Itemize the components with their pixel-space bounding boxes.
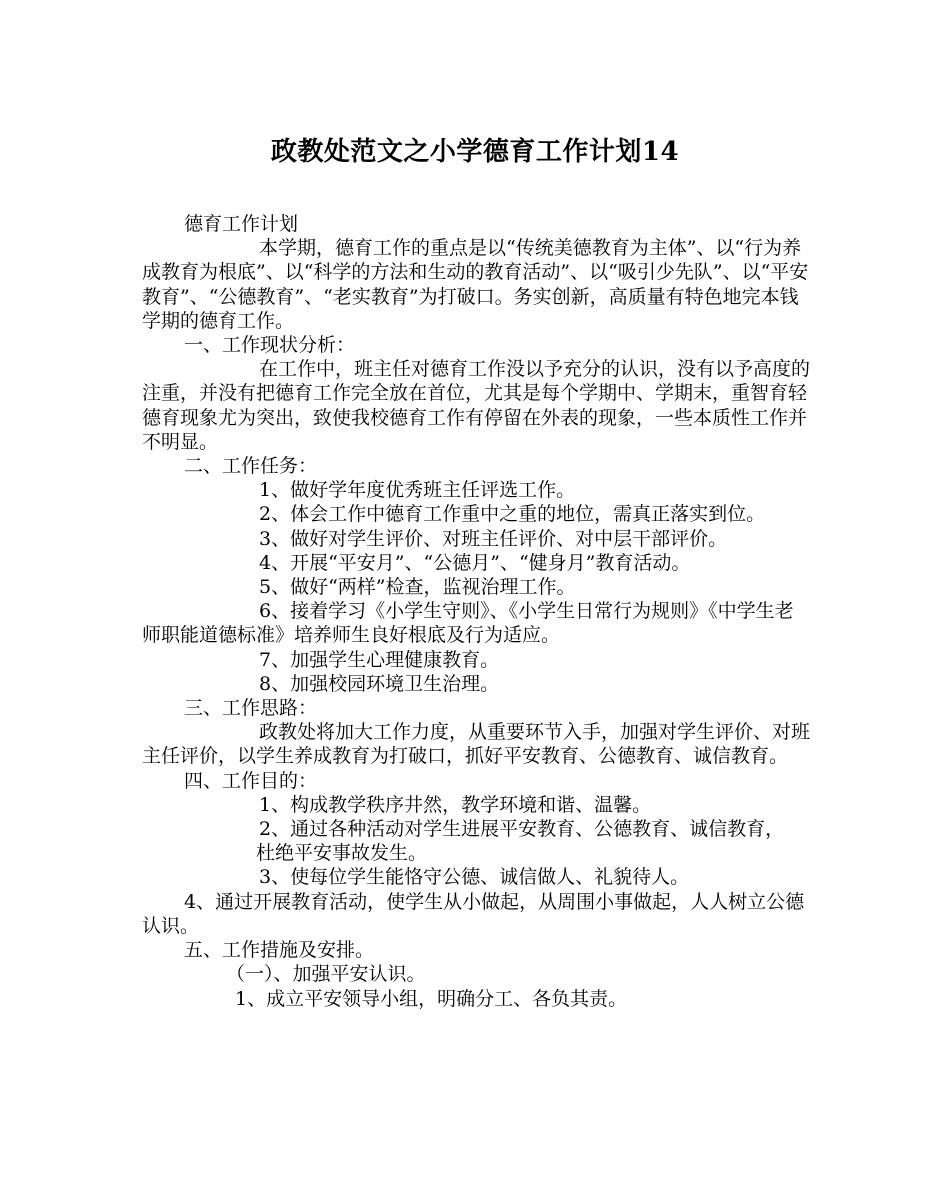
task-item-6: 6、接着学习《小学生守则》、《小学生日常行为规则》《中学生老师职能道德标准》培养师生良好根底及行为适应。 <box>142 600 794 647</box>
goal-item-1: 1、构成教学秩序井然，教学环境和谐、温馨。 <box>259 793 652 816</box>
goal-item-4: 4、通过开展教育活动，使学生从小做起，从周围小事做起，人人树立公德认识。 <box>142 890 805 937</box>
goal-item-3: 3、使每位学生能恪守公德、诚信做人、礼貌待人。 <box>259 866 690 889</box>
task-item-7: 7、加强学生心理健康教育。 <box>259 648 500 671</box>
section-heading-2: 二、工作任务： <box>184 455 318 478</box>
paragraph-status: 在工作中，班主任对德育工作没以予充分的认识，没有以予高度的注重，并没有把德育工作完全放在首位，尤其是每个学期中、学期末，重智育轻德育现象尤为突出，致使我校德育工作有停留在外表的现象，一些本质性工作并不明显。 <box>142 358 811 453</box>
goal-item-2 <box>142 817 812 865</box>
task-item-5: 5、做好“两样”检查，监视治理工作。 <box>259 576 576 599</box>
section-heading-1: 一、工作现状分析： <box>184 334 356 357</box>
paragraph-heading-plan: 德育工作计划 <box>184 213 299 235</box>
measure-item-1: 1、成立平安领导小组，明确分工、各负其责。 <box>235 987 628 1010</box>
document-body <box>142 212 812 1011</box>
document-title: 政教处范文之小学德育工作计划14 <box>270 137 680 167</box>
goal-item-2-text: 2、通过各种活动对学生进展平安教育、公德教育、诚信教育， <box>259 818 785 841</box>
task-item-1: 1、做好学年度优秀班主任评选工作。 <box>259 479 576 502</box>
goal-item-2-continued: 杜绝平安事故发生。 <box>256 842 428 865</box>
task-item-4: 4、开展“平安月”、“公德月”、“健身月”教育活动。 <box>259 551 691 574</box>
section-heading-5: 五、工作措施及安排。 <box>184 939 375 962</box>
subsection-heading-1: （一）、加强平安认识。 <box>226 963 426 986</box>
section-heading-3: 三、工作思路： <box>184 697 318 720</box>
paragraph-approach: 政教处将加大工作力度，从重要环节入手，加强对学生评价、对班主任评价，以学生养成教育为打破口，抓好平安教育、公德教育、诚信教育。 <box>142 721 811 768</box>
paragraph-intro: 本学期，德育工作的重点是以“传统美德教育为主体”、以“行为养成教育为根底”、以“科学的方法和生动的教育活动”、以“吸引少先队”、以“平安教育”、“公德教育”、“老实教育”为打破口。务实创新，高质量有特色地完本钱学期的德育工作。 <box>142 237 809 332</box>
task-item-2: 2、体会工作中德育工作重中之重的地位，需真正落实到位。 <box>259 503 766 526</box>
task-item-3: 3、做好对学生评价、对班主任评价、对中层干部评价。 <box>259 527 728 550</box>
task-item-8: 8、加强校园环境卫生治理。 <box>259 672 500 695</box>
section-heading-4: 四、工作目的： <box>184 769 318 792</box>
